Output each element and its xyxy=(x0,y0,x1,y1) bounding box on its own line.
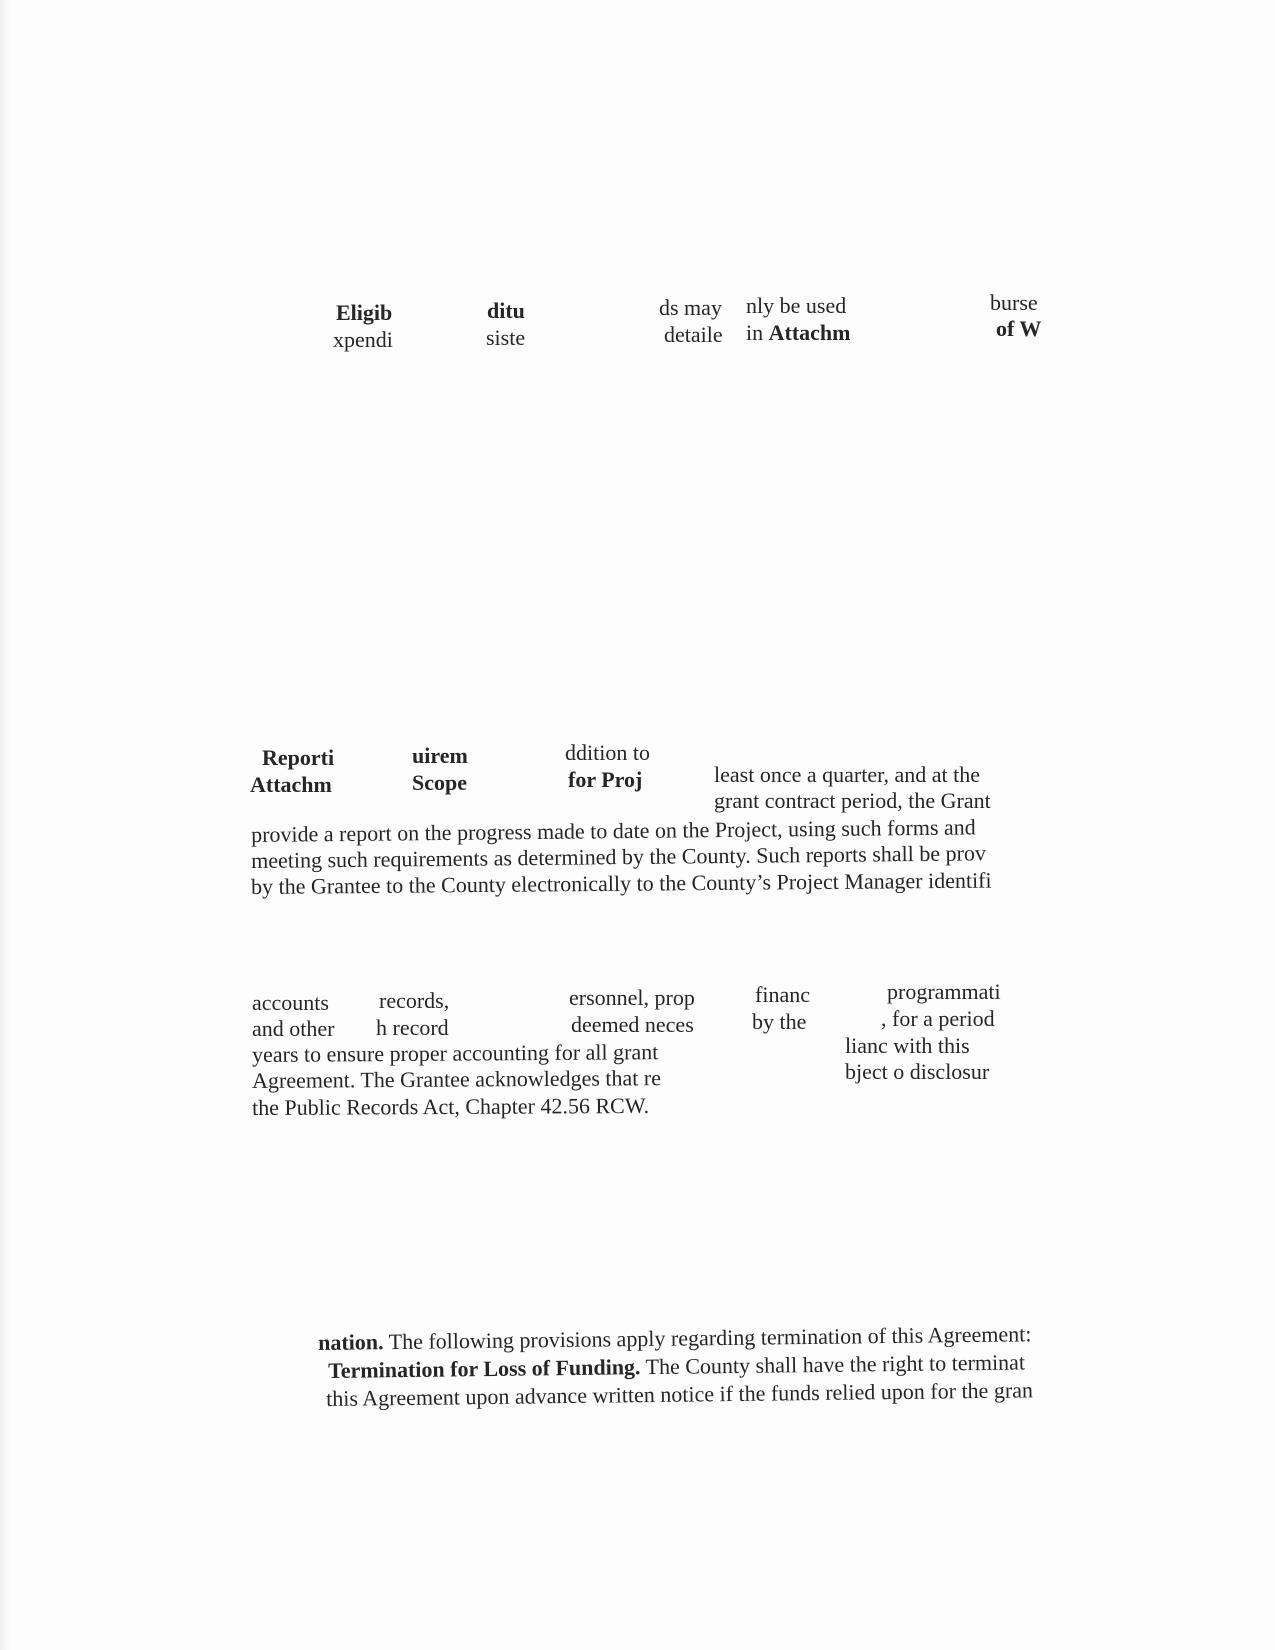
reimburse-fragment: burse xyxy=(990,290,1038,315)
deemed-fragment: deemed neces xyxy=(571,1012,694,1037)
records-line-5: the Public Records Act, Chapter 42.56 RCW. xyxy=(252,1092,650,1120)
scan-edge xyxy=(0,0,10,1650)
attachment-text: Attachm xyxy=(768,320,851,345)
records-line-3: years to ensure proper accounting for all grant xyxy=(252,1039,659,1067)
expenditure-fragment: xpendi xyxy=(333,327,393,352)
report-line-3: by the Grantee to the County electronically to the County’s Project Manager identifi xyxy=(251,867,992,899)
grant-contract-fragment: grant contract period, the Grant xyxy=(714,788,991,813)
detailed-fragment: detaile xyxy=(664,322,723,347)
subject-disclosure-fragment: bject o disclosur xyxy=(845,1059,990,1084)
in-attachment-fragment xyxy=(746,320,851,346)
expenditure-heading-fragment: ditu xyxy=(487,298,525,323)
attachment-heading-fragment: Attachm xyxy=(250,772,332,797)
records-line-4: Agreement. The Grantee acknowledges that re xyxy=(252,1065,662,1093)
in-text: in xyxy=(746,320,769,345)
programmatic-fragment: programmati xyxy=(887,979,1001,1004)
by-the-fragment: by the xyxy=(752,1009,807,1034)
addition-to-fragment: ddition to xyxy=(565,740,650,765)
personnel-fragment: ersonnel, prop xyxy=(569,985,695,1010)
funds-may-fragment: ds may xyxy=(659,295,722,320)
only-be-used-fragment: nly be used xyxy=(746,293,847,318)
least-once-fragment: least once a quarter, and at the xyxy=(714,762,981,787)
of-w-fragment: of W xyxy=(996,316,1042,341)
consistent-fragment: siste xyxy=(486,325,526,350)
scope-heading-fragment: Scope xyxy=(412,770,467,795)
records-fragment: records, xyxy=(379,988,450,1013)
loss-of-funding-heading: Termination for Loss of Funding. xyxy=(328,1354,641,1383)
report-line-1: provide a report on the progress made to date on the Project, using such forms and xyxy=(251,814,976,847)
eligible-heading-fragment: Eligib xyxy=(336,300,393,325)
accounts-fragment: accounts xyxy=(252,990,329,1015)
termination-text: The following provisions apply regarding termination of this Agreement: xyxy=(383,1321,1032,1355)
reporting-heading-fragment: Reporti xyxy=(262,745,335,770)
termination-heading: nation. xyxy=(318,1329,384,1355)
compliance-fragment: lianc with this xyxy=(845,1033,970,1058)
report-line-2: meeting such requirements as determined by the County. Such reports shall be prov xyxy=(251,840,987,873)
loss-of-funding-text: The County shall have the right to terminat xyxy=(640,1349,1026,1380)
and-other-fragment: and other xyxy=(252,1016,335,1041)
such-record-fragment: h record xyxy=(376,1015,449,1040)
for-a-period-fragment: , for a period xyxy=(881,1006,995,1031)
for-project-fragment: for Proj xyxy=(568,767,643,792)
termination-line-3: this Agreement upon advance written notice if the funds relied upon for the gran xyxy=(326,1377,1034,1411)
requirements-heading-fragment: uirem xyxy=(412,743,468,768)
financial-fragment: financ xyxy=(755,982,810,1007)
